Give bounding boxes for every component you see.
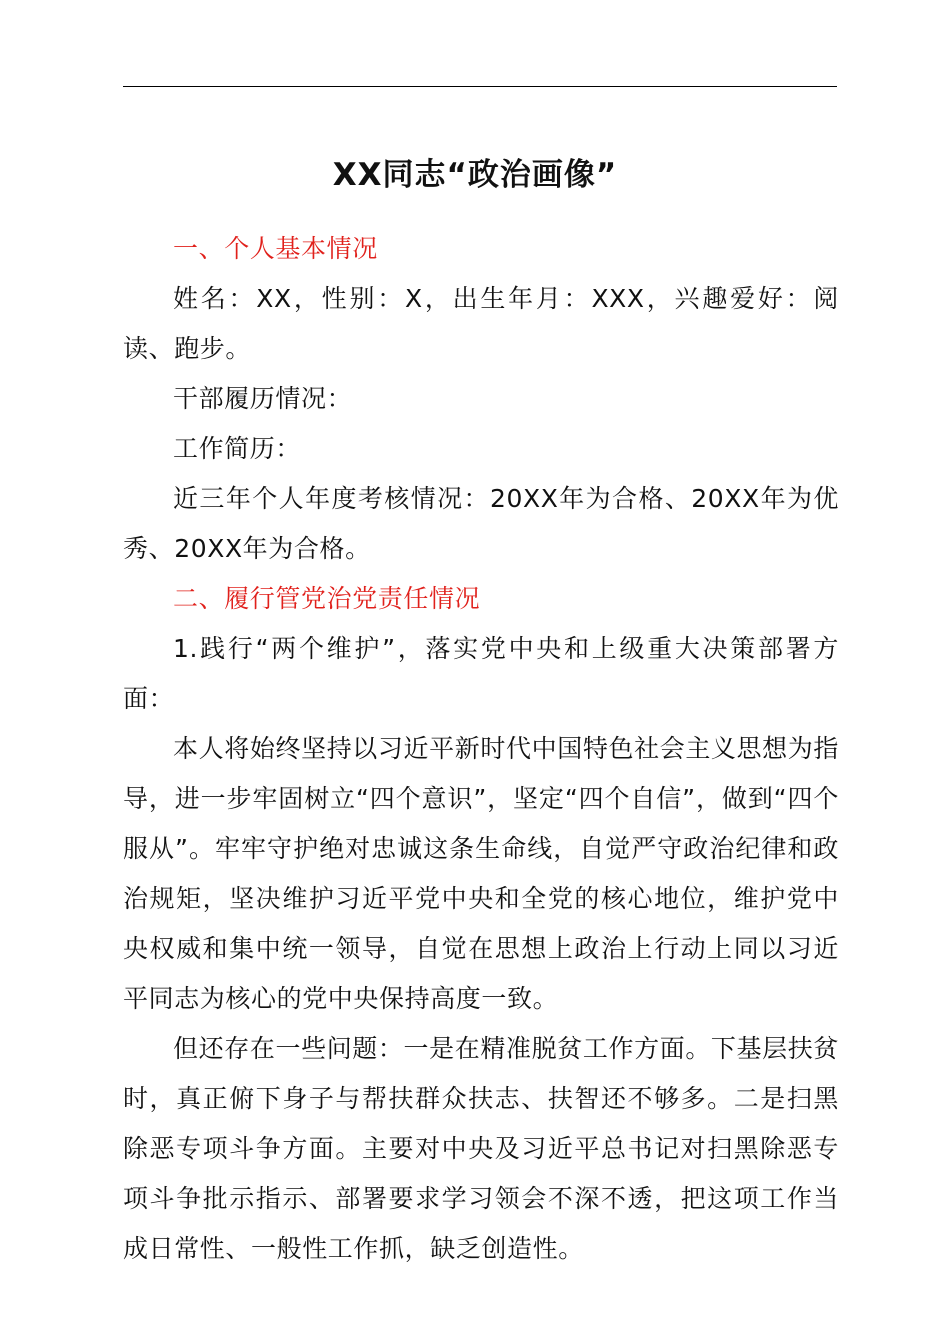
header-rule bbox=[123, 86, 837, 87]
section-heading-responsibility: 二、履行管党治党责任情况 bbox=[173, 584, 481, 613]
paragraph-basic-info: 姓名：XX，性别：X，出生年月：XXX，兴趣爱好：阅读、跑步。 bbox=[123, 284, 839, 363]
paragraph-cadre-history: 干部履历情况： bbox=[173, 384, 353, 413]
paragraph-annual-assessment: 近三年个人年度考核情况：20XX年为合格、20XX年为优秀、20XX年为合格。 bbox=[123, 484, 839, 563]
document-title: XX同志“政治画像” bbox=[332, 157, 618, 193]
paragraph-problems: 但还存在一些问题：一是在精准脱贫工作方面。下基层扶贫时，真正俯下身子与帮扶群众扶志、扶智还不够多。二是扫黑除恶专项斗争方面。主要对中央及习近平总书记对扫黑除恶专项斗争批示指示、部署要求学习领会不深不透，把这项工作当成日常性、一般性工作抓，缺乏创造性。 bbox=[123, 1034, 839, 1263]
section-heading-personal-info: 一、个人基本情况 bbox=[173, 234, 378, 263]
paragraph-commitment: 本人将始终坚持以习近平新时代中国特色社会主义思想为指导，进一步牢固树立“四个意识”，坚定“四个自信”，做到“四个服从”。牢牢守护绝对忠诚这条生命线，自觉严守政治纪律和政治规矩，坚决维护习近平党中央和全党的核心地位，维护党中央权威和集中统一领导，自觉在思想上政治上行动上同以习近平同志为核心的党中央保持高度一致。 bbox=[123, 734, 839, 1013]
document-body bbox=[123, 224, 839, 1274]
paragraph-work-history: 工作简历： bbox=[173, 434, 302, 463]
paragraph-two-safeguards-title: 1.践行“两个维护”，落实党中央和上级重大决策部署方面： bbox=[123, 634, 839, 713]
